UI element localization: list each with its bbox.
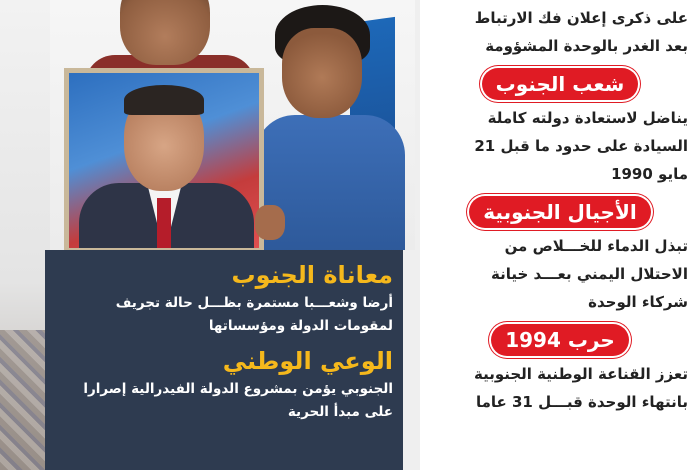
southern-generations-line2: الاحتلال اليمني بعـــد خيانة bbox=[490, 265, 688, 283]
southern-generations-line3: شركاء الوحدة bbox=[588, 293, 688, 311]
war-1994-line1: تعزز القناعة الوطنية الجنوبية bbox=[473, 365, 688, 383]
section-south-people bbox=[432, 60, 688, 104]
portrait-tie bbox=[157, 198, 171, 250]
section-war-1994 bbox=[432, 316, 688, 360]
south-people-badge: شعب الجنوب bbox=[482, 68, 639, 100]
south-people-line3: مايو 1990 bbox=[611, 165, 688, 183]
south-suffering-title: معاناة الجنوب bbox=[231, 261, 393, 289]
section-southern-generations bbox=[432, 188, 688, 232]
leader-portrait bbox=[64, 68, 264, 250]
national-awareness-text-line1: الجنوبي يؤمن بمشروع الدولة الفيدرالية إصرارا bbox=[83, 381, 393, 397]
southern-generations-line1: تبذل الدماء للخـــلاص من bbox=[504, 237, 688, 255]
right-info-column bbox=[420, 0, 700, 470]
war-1994-badge: حرب 1994 bbox=[491, 324, 629, 356]
intro-line2: بعد الغدر بالوحدة المشؤومة bbox=[485, 37, 688, 55]
south-people-line2: السيادة على حدود ما قبل 21 bbox=[474, 137, 688, 155]
national-awareness-title: الوعي الوطني bbox=[222, 347, 393, 375]
portrait-hair bbox=[124, 85, 204, 115]
boy-right-head bbox=[282, 28, 362, 118]
national-awareness-text-line2: على مبدأ الحرية bbox=[287, 404, 393, 420]
war-1994-line2: بانتهاء الوحدة قبـــل 31 عاما bbox=[475, 393, 688, 411]
south-suffering-text-line1: أرضا وشعـــبا مستمرة بظـــل حالة تجريف bbox=[115, 295, 393, 311]
south-suffering-text-line2: لمقومات الدولة ومؤسساتها bbox=[208, 318, 393, 334]
southern-generations-badge: الأجيال الجنوبية bbox=[469, 196, 650, 228]
intro-line1: على ذكرى إعلان فك الارتباط bbox=[474, 9, 688, 27]
boy-left-head bbox=[120, 0, 210, 65]
children-photo bbox=[50, 0, 415, 250]
south-people-line1: يناضل لاستعادة دولته كاملة bbox=[487, 109, 688, 127]
crowd-photo-strip bbox=[0, 330, 48, 470]
hand bbox=[255, 205, 285, 240]
left-info-panel bbox=[45, 250, 403, 470]
